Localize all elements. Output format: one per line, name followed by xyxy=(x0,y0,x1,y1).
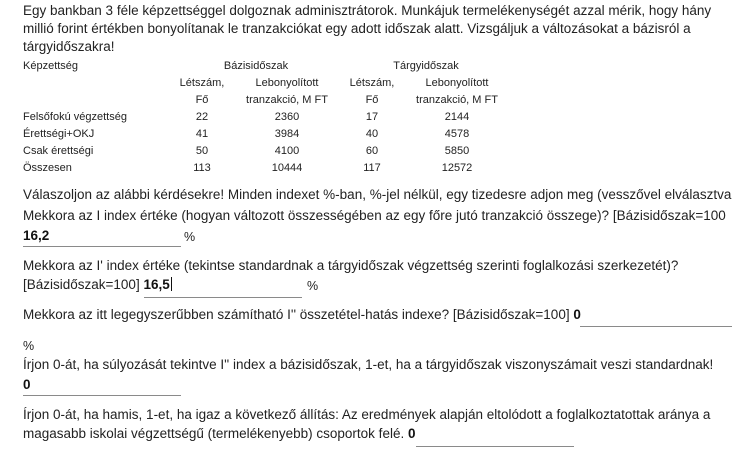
table-cell: 10444 xyxy=(271,162,303,174)
table-cell: 22 xyxy=(195,111,209,123)
header-cell: Lebonyolított xyxy=(255,77,319,89)
text-cursor xyxy=(171,277,172,291)
header-cell: Fő xyxy=(195,94,209,106)
row-label: Csak érettségi xyxy=(23,145,94,157)
answer-4-input[interactable]: 0 xyxy=(23,377,31,392)
answer-3-unit: % xyxy=(23,339,35,353)
table-cell: 2144 xyxy=(444,111,470,123)
table-cell: 60 xyxy=(365,145,379,157)
answer-1-input[interactable]: 16,2 xyxy=(23,228,50,243)
answer-2-value: 16,5 xyxy=(143,277,170,292)
row-label: Érettségi+OKJ xyxy=(23,128,95,140)
header-cell: Lebonyolított xyxy=(425,77,489,89)
table-cell: 2360 xyxy=(274,111,300,123)
table-cell: 4578 xyxy=(444,128,470,140)
row-label: Felsőfokú végzettség xyxy=(23,111,127,123)
question-2-line-1: Mekkora az I' index értéke (tekintse standardnak a tárgyidőszak végzettség szerinti foglalkozási szerkezetét)? xyxy=(23,258,679,273)
question-3-line xyxy=(23,306,581,324)
problem-intro: Egy bankban 3 féle képzettséggel dolgoznak adminisztrátorok. Munkájuk termelékenységét azzal mérik, hogy hány millió forint értékben bonyolítanak le tranzakciókat egy adott időszak alatt. Vizsgáljuk a változásokat a bázisról a tárgyidőszakra! xyxy=(23,3,712,54)
table-row xyxy=(23,126,511,143)
question-2-line-2 xyxy=(23,276,172,294)
answer-3-underline xyxy=(580,326,732,327)
table-cell: 40 xyxy=(365,128,379,140)
answer-5-input[interactable]: 0 xyxy=(407,426,416,441)
table-header-row xyxy=(23,58,511,75)
question-1-text: Mekkora az I index értéke (hogyan változott összességében az egy főre jutó tranzakció összege)? [Bázisidőszak=100 xyxy=(23,208,726,223)
question-4-text: Írjon 0-át, ha súlyozását tekintve I'' index a bázisidőszak, 1-et, ha a tárgyidőszak viszonyszámait veszi standardnak! xyxy=(23,357,714,372)
table-cell: 41 xyxy=(195,128,209,140)
answer-4-underline xyxy=(23,395,181,396)
question-5-line-2 xyxy=(23,425,416,443)
header-cell: Létszám, xyxy=(349,77,395,89)
instructions-text: Válaszoljon az alábbi kérdésekre! Minden indexet %-ban, %-jel nélkül, egy tizedesre adjon meg (vesszővel elválasztva xyxy=(23,187,732,202)
answer-1-unit: % xyxy=(184,230,196,244)
table-cell: 3984 xyxy=(274,128,300,140)
table-row xyxy=(23,109,511,126)
header-cell: tranzakció, M FT xyxy=(416,94,498,106)
question-5-line-1: Írjon 0-át, ha hamis, 1-et, ha igaz a következő állítás: Az eredmények alapján eltolódott a foglalkoztatottak aránya a xyxy=(23,407,711,422)
header-cell: Fő xyxy=(365,94,379,106)
row-label: Összesen xyxy=(23,162,72,174)
data-table xyxy=(23,58,511,177)
table-cell: 117 xyxy=(363,162,381,174)
header-bazisidoszak: Bázisidőszak xyxy=(223,60,289,72)
table-cell: 12572 xyxy=(441,162,473,174)
table-header-row xyxy=(23,92,511,109)
header-kepzettseg: Képzettség xyxy=(23,60,79,72)
table-header-row xyxy=(23,75,511,92)
answer-1-underline xyxy=(23,246,181,247)
answer-3-input[interactable]: 0 xyxy=(573,307,581,322)
table-cell: 5850 xyxy=(444,145,470,157)
question-5-text: magasabb iskolai végzettségű (termelékenyebb) csoportok felé. xyxy=(23,426,405,441)
answer-5-underline xyxy=(416,446,574,447)
question-2-bracket: [Bázisidőszak=100] xyxy=(23,277,140,292)
header-cell: tranzakció, M FT xyxy=(246,94,328,106)
table-cell: 17 xyxy=(365,111,379,123)
table-cell: 113 xyxy=(193,162,211,174)
table-cell: 50 xyxy=(195,145,209,157)
header-targyidoszak: Tárgyidőszak xyxy=(393,60,459,72)
question-3-text: Mekkora az itt legegyszerűbben számítható I'' összetétel-hatás indexe? [Bázisidőszak=100] xyxy=(23,307,570,322)
table-cell: 4100 xyxy=(274,145,300,157)
table-row xyxy=(23,160,511,177)
table-row xyxy=(23,143,511,160)
answer-2-underline xyxy=(144,297,302,298)
header-cell: Létszám, xyxy=(179,77,225,89)
answer-2-input[interactable] xyxy=(143,277,171,292)
answer-2-unit: % xyxy=(307,279,319,293)
